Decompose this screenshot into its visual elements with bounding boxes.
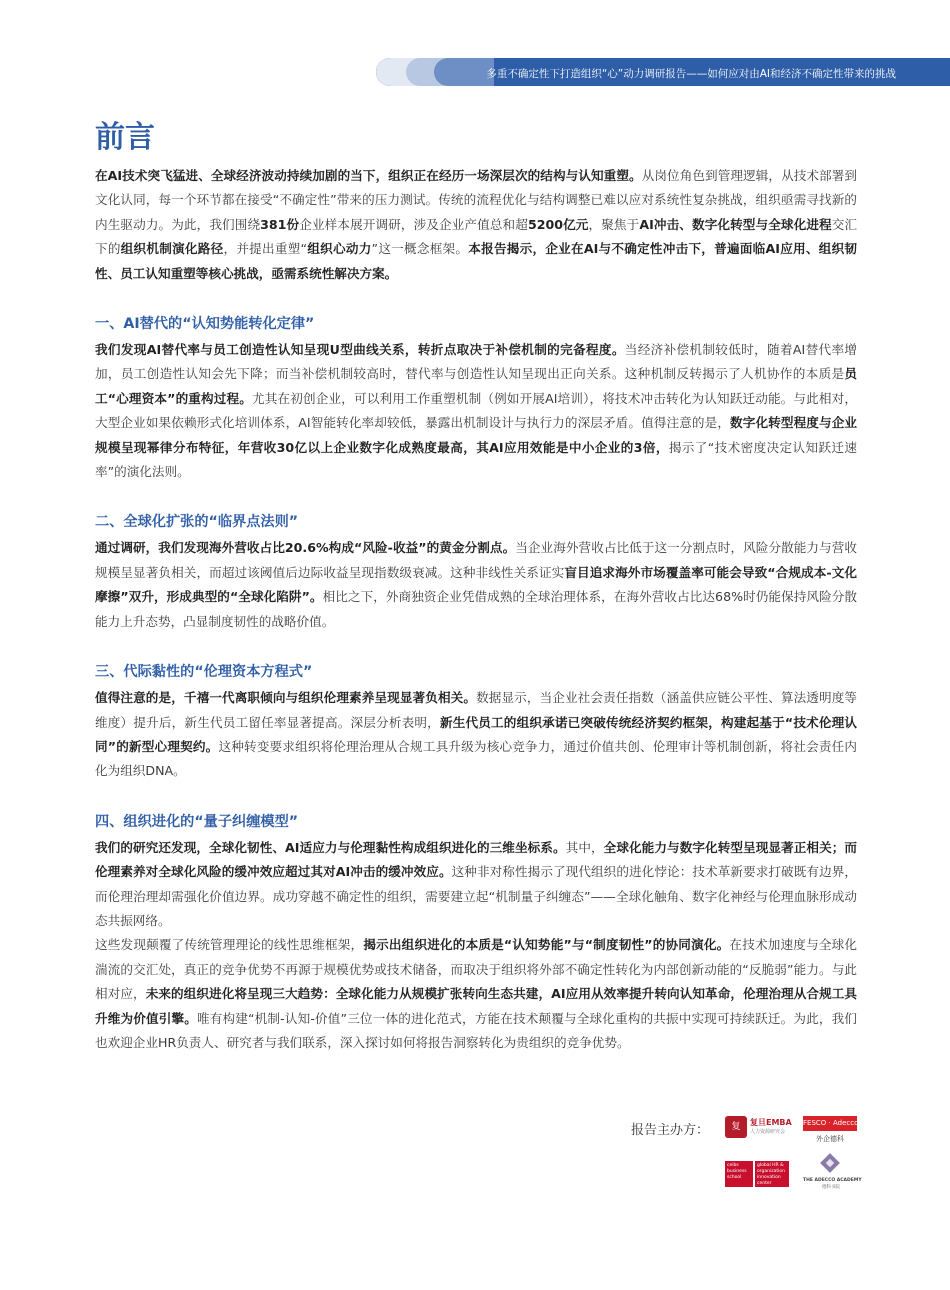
emphasis-text: 通过调研，我们发现海外营收占比20.6%构成“风险-收益”的黄金分割点。 — [95, 540, 516, 556]
emphasis-text: 新生代员工的组织承诺已突破传统经济契约框架，构建起基于“技术伦理认同”的新型心理契约。 — [95, 714, 858, 754]
section-paragraph — [95, 836, 857, 934]
section — [95, 660, 857, 784]
emphasis-text: AI冲击、数字化转型与全球化进程 — [639, 216, 832, 232]
ceibs-logo — [725, 1161, 791, 1187]
sponsor-label: 报告主办方： — [631, 1123, 710, 1138]
section — [95, 810, 857, 1056]
fudan-emba-logo — [725, 1116, 795, 1140]
section-heading: 三、代际黏性的“伦理资本方程式” — [95, 664, 313, 681]
intro-paragraph — [95, 164, 857, 286]
body-text: 交汇下的 — [95, 216, 858, 257]
emphasis-text: 数字化转型程度与企业规模呈现幂律分布特征，年营收30亿以上企业数字化成熟度最高，其AI应用效能是中小企业的3倍， — [95, 415, 857, 455]
page-title: 前言 — [95, 120, 155, 155]
emphasis-text: 381份 — [260, 216, 300, 232]
emphasis-text: 员工“心理资本”的重构过程。 — [95, 366, 857, 406]
body-text: 这些发现颠覆了传统管理理论的线性思维框架， — [95, 937, 364, 953]
body-text: 企业样本展开调研，涉及企业产值总和超 — [299, 216, 528, 232]
fudan-mark: 复 — [725, 1116, 747, 1138]
section — [95, 510, 857, 634]
adecco-academy-logo — [803, 1156, 862, 1190]
emphasis-text: 我们发现AI替代率与员工创造性认知呈现U型曲线关系，转折点取决于补偿机制的完备程度。 — [95, 342, 625, 358]
emphasis-text: 未来的组织进化将呈现三大趋势：全球化能力从规模扩张转向生态共建，AI应用从效率提升转向认知革命，伦理治理从合规工具升维为价值引擎。 — [95, 986, 858, 1026]
section — [95, 312, 857, 484]
body-text: 尤其在初创企业，可以利用工作重塑机制（例如开展AI培训），将技术冲击转化为认知跃迁动能。与此相对，大型企业如果依赖形式化培训体系，AI智能转化率却较低，暴露出机制设计与执行力的深层矛盾。值得注意的是， — [95, 390, 857, 431]
emphasis-text: 盲目追求海外市场覆盖率可能会导致“合规成本-文化摩擦”双升，形成典型的“全球化陷阱”。 — [95, 564, 858, 605]
body-text: 当经济补偿机制较低时，随着AI替代率增加，员工创造性认知会先下降；而当补偿机制较高时，替代率与创造性认知呈现出正向关系。这种机制反转揭示了人机协作的本质是 — [95, 342, 857, 382]
emphasis-text: 我们的研究还发现，全球化韧性、AI适应力与伦理黏性构成组织进化的三维坐标系。 — [95, 839, 566, 855]
body-text: 揭示了“技术密度决定认知跃迁速率”的演化法则。 — [95, 439, 857, 480]
fudan-sub: 人力资源研究会 — [750, 1129, 786, 1135]
body-text: ，并提出重塑“ — [223, 241, 308, 257]
ceibs-left: ceibs business school — [725, 1161, 753, 1187]
header-bar — [376, 58, 950, 86]
body-text: 其中， — [565, 839, 604, 855]
emphasis-text: 组织机制演化路径 — [120, 241, 224, 257]
body-text: 这种转变要求组织将伦理治理从合规工具升级为核心竞争力，通过价值共创、伦理审计等机制创新，将社会责任内化为组织DNA。 — [95, 738, 858, 779]
emphasis-text: 5200亿元 — [527, 216, 589, 232]
body-text: ，聚焦于 — [588, 216, 640, 232]
body-text: 这种非对称性揭示了现代组织的进化悖论：技术革新要求打破既有边界，而伦理治理却需强化价值边界。成功穿越不确定性的组织，需要建立起“机制量子纠缠态”——全球化触角、数字化神经与伦理血脉形成动态共振网络。 — [95, 864, 858, 928]
adecco-academy-cn: 德科书院 — [822, 1185, 840, 1190]
emphasis-text: 本报告揭示，企业在AI与不确定性冲击下，普遍面临AI应用、组织韧性、员工认知重塑等核心挑战，亟需系统性解决方案。 — [95, 241, 858, 281]
emphasis-text: 值得注意的是，千禧一代离职倾向与组织伦理素养呈现显著负相关。 — [95, 690, 477, 706]
section-heading: 一、AI替代的“认知势能转化定律” — [95, 316, 315, 333]
body-text: 当企业海外营收占比低于这一分割点时，风险分散能力与营收规模呈显著负相关，而超过该阈值后边际收益呈现指数级衰减。这种非线性关系证实 — [95, 540, 857, 580]
content-body — [95, 164, 857, 1055]
body-text: 从岗位角色到管理逻辑，从技术部署到文化认同，每一个环节都在接受“不确定性”带来的压力测试。传统的流程优化与结构调整已难以应对系统性复杂挑战，组织亟需寻找新的内生驱动力。为此，我们围绕 — [95, 168, 858, 232]
section-paragraph — [95, 338, 857, 484]
body-text: 在技术加速度与全球化湍流的交汇处，真正的竞争优势不再源于规模优势或技术储备，而取决于组织将外部不确定性转化为内部创新动能的“反脆弱”能力。与此相对应， — [95, 937, 858, 1002]
ceibs-right: global HR & organization innovation center — [755, 1161, 789, 1187]
body-text: 数据显示，当企业社会责任指数（涵盖供应链公平性、算法透明度等维度）提升后，新生代员工留任率显著提高。深层分析表明， — [95, 690, 858, 730]
body-text: 唯有构建“机制-认知-价值”三位一体的进化范式，方能在技术颠覆与全球化重构的共振中实现可持续跃迁。为此，我们也欢迎企业HR负责人、研究者与我们联系，深入探讨如何将报告洞察转化为贵组织的竞争优势。 — [95, 1010, 858, 1050]
report-title: 多重不确定性下打造组织“心”动力调研报告——如何应对由AI和经济不确定性带来的挑战 — [486, 68, 896, 80]
section-paragraph — [95, 686, 857, 784]
section-paragraph — [95, 536, 857, 634]
section-paragraph — [95, 933, 857, 1055]
emphasis-text: 在AI技术突飞猛进、全球经济波动持续加剧的当下，组织正在经历一场深层次的结构与认知重塑。 — [95, 168, 642, 183]
section-heading: 四、组织进化的“量子纠缠模型” — [95, 813, 299, 830]
body-text: ”这一概念框架。 — [371, 241, 469, 257]
fesco-adecco-logo — [803, 1116, 857, 1148]
fesco-box: FESCO · Adecco — [803, 1116, 857, 1131]
emphasis-text: 揭示出组织进化的本质是“认知势能”与“制度韧性”的协同演化。 — [363, 937, 730, 953]
body-text: 相比之下，外商独资企业凭借成熟的全球治理体系，在海外营收占比达68%时仍能保持风险分散能力上升态势，凸显制度韧性的战略价值。 — [95, 589, 857, 629]
section-heading: 二、全球化扩张的“临界点法则” — [95, 514, 299, 531]
emphasis-text: 全球化能力与数字化转型呈现显著正相关；而伦理素养对全球化风险的缓冲效应超过其对AI冲击的缓冲效应。 — [95, 839, 858, 880]
emphasis-text: 组织心动力 — [307, 241, 372, 257]
header-decor-pill — [434, 58, 494, 86]
fesco-sub: 外企德科 — [816, 1135, 844, 1143]
adecco-academy-name: THE ADECCO ACADEMY — [803, 1178, 862, 1183]
fudan-name: 复旦EMBA — [750, 1118, 792, 1127]
